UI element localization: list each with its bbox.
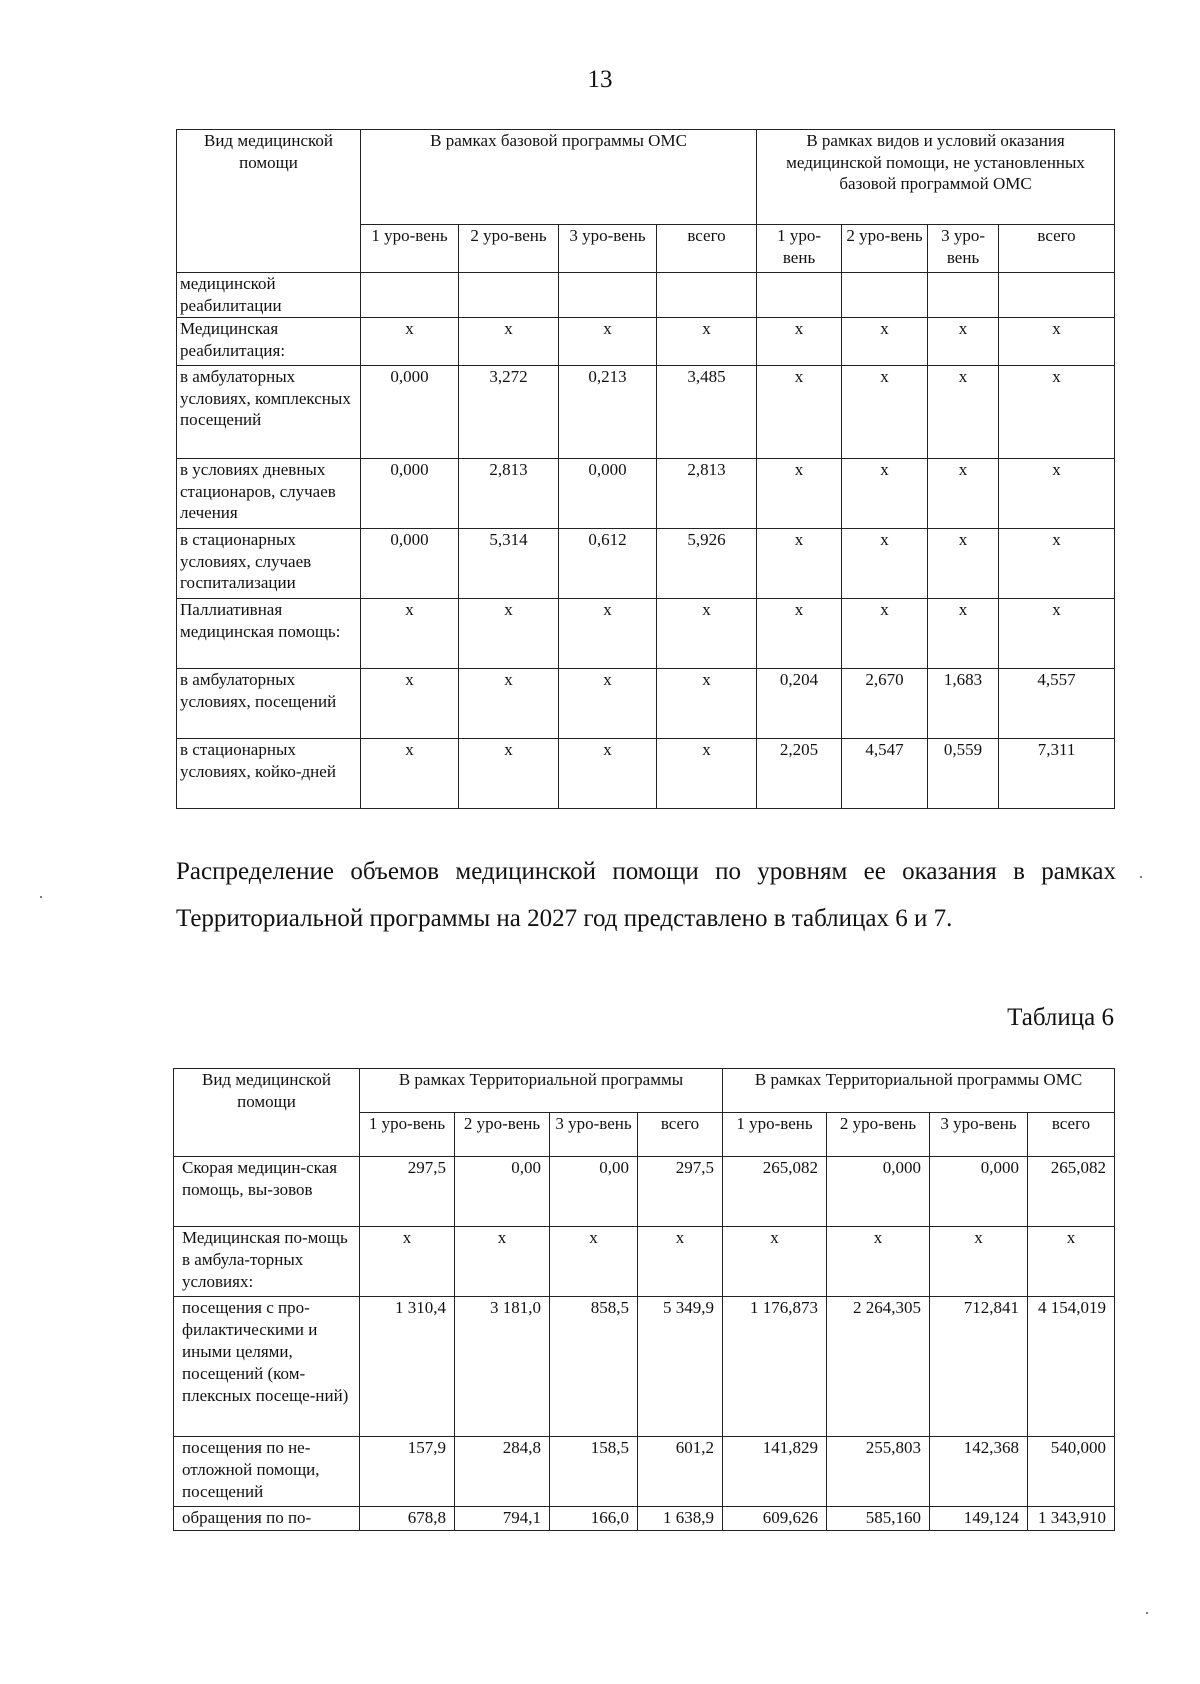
value-cell [559,273,657,318]
row-label: в стационарных условиях, случаев госпитализации [177,529,361,599]
value-cell: х [999,459,1115,529]
header-total: всего [657,225,757,273]
value-cell: х [361,739,459,809]
value-cell: 5,314 [459,529,559,599]
value-cell: х [559,739,657,809]
scan-speck [40,896,42,898]
value-cell: 284,8 [455,1437,550,1507]
header-level: 1 уро-вень [361,225,459,273]
value-cell: х [550,1227,638,1297]
value-cell: х [657,318,757,366]
value-cell: х [459,318,559,366]
value-cell: 2,813 [657,459,757,529]
header-kind: Вид медицинской помощи [174,1069,360,1157]
value-cell: 4 154,019 [1028,1297,1115,1437]
value-cell: х [928,366,999,459]
value-cell: х [999,366,1115,459]
value-cell: х [842,366,928,459]
value-cell: х [657,599,757,669]
row-label: в условиях дневных стационаров, случаев лечения [177,459,361,529]
value-cell: 858,5 [550,1297,638,1437]
value-cell: 678,8 [360,1507,455,1531]
table-row [177,739,1115,809]
value-cell: х [723,1227,827,1297]
header-group-territorial-oms: В рамках Территориальной программы ОМС [723,1069,1115,1113]
distribution-paragraph: Распределение объемов медицинской помощи по уровням ее оказания в рамках Территориальной программы на 2027 год представлено в таблицах 6 и 7. [176,858,1116,932]
value-cell: 1,683 [928,669,999,739]
value-cell: х [459,599,559,669]
value-cell: 0,000 [361,459,459,529]
header-total: всего [999,225,1115,273]
row-label: Скорая медицин-ская помощь, вы-зовов [174,1157,360,1227]
value-cell: х [1028,1227,1115,1297]
value-cell: 4,547 [842,739,928,809]
value-cell: 141,829 [723,1437,827,1507]
value-cell: х [657,739,757,809]
value-cell: 0,000 [559,459,657,529]
value-cell: х [827,1227,930,1297]
header-group-non-basic: В рамках видов и условий оказания медицинской помощи, не установленных базовой программой ОМС [757,130,1115,225]
value-cell: 0,000 [361,366,459,459]
value-cell: х [757,459,842,529]
table-row [177,529,1115,599]
value-cell: х [928,529,999,599]
table-row [177,599,1115,669]
value-cell: х [361,669,459,739]
value-cell: х [361,599,459,669]
value-cell: 0,000 [827,1157,930,1227]
row-label: посещения с про-филактическими и иными целями, посещений (ком-плексных посеще-ний) [174,1297,360,1437]
value-cell: 4,557 [999,669,1115,739]
value-cell: х [657,669,757,739]
value-cell [657,273,757,318]
row-label: в стационарных условиях, койко-дней [177,739,361,809]
value-cell: х [559,669,657,739]
scan-speck [1146,1612,1148,1614]
value-cell: 5,926 [657,529,757,599]
value-cell: х [361,318,459,366]
header-level: 3 уро-вень [559,225,657,273]
volume-table-bottom [173,1068,1115,1531]
table-row [177,273,1115,318]
header-level: 3 уро-вень [928,225,999,273]
value-cell: х [928,459,999,529]
row-label: Медицинская по-мощь в амбула-торных условиях: [174,1227,360,1297]
value-cell: 794,1 [455,1507,550,1531]
value-cell: 1 310,4 [360,1297,455,1437]
row-label: медицинской реабилитации [177,273,361,318]
value-cell [361,273,459,318]
header-group-basic-oms: В рамках базовой программы ОМС [361,130,757,225]
header-level: 3 уро-вень [930,1113,1028,1157]
value-cell: 2,205 [757,739,842,809]
value-cell: 2,813 [459,459,559,529]
row-label: в амбулаторных условиях, посещений [177,669,361,739]
value-cell: х [757,529,842,599]
value-cell [999,273,1115,318]
value-cell: 3,485 [657,366,757,459]
value-cell: 255,803 [827,1437,930,1507]
value-cell: 142,368 [930,1437,1028,1507]
table-row [174,1227,1115,1297]
table-row [174,1437,1115,1507]
value-cell [459,273,559,318]
value-cell: х [842,529,928,599]
row-label: обращения по по- [174,1507,360,1531]
value-cell: 0,000 [361,529,459,599]
header-group-territorial: В рамках Территориальной программы [360,1069,723,1113]
value-cell: х [459,739,559,809]
value-cell [757,273,842,318]
table-caption: Таблица 6 [1007,1004,1114,1031]
header-total: всего [638,1113,723,1157]
value-cell: х [757,318,842,366]
scan-speck [1140,876,1142,878]
value-cell: 0,000 [930,1157,1028,1227]
value-cell: х [930,1227,1028,1297]
value-cell: х [999,529,1115,599]
value-cell: х [999,599,1115,669]
header-level: 1 уро-вень [723,1113,827,1157]
table-row [177,366,1115,459]
row-label: посещения по не-отложной помощи, посещений [174,1437,360,1507]
value-cell: х [842,599,928,669]
value-cell: 609,626 [723,1507,827,1531]
row-label: Паллиативная медицинская помощь: [177,599,361,669]
value-cell: 149,124 [930,1507,1028,1531]
row-label: в амбулаторных условиях, комплексных посещений [177,366,361,459]
value-cell: 166,0 [550,1507,638,1531]
value-cell: 157,9 [360,1437,455,1507]
value-cell: х [999,318,1115,366]
value-cell: х [928,599,999,669]
header-level: 3 уро-вень [550,1113,638,1157]
value-cell: 2 264,305 [827,1297,930,1437]
value-cell: 2,670 [842,669,928,739]
value-cell: 585,160 [827,1507,930,1531]
value-cell: х [559,599,657,669]
value-cell: 265,082 [723,1157,827,1227]
table-row [177,459,1115,529]
table-row [174,1507,1115,1531]
page-number: 13 [587,66,613,93]
table-row [177,318,1115,366]
value-cell: 1 176,873 [723,1297,827,1437]
value-cell: 7,311 [999,739,1115,809]
header-level: 2 уро-вень [827,1113,930,1157]
value-cell: 1 638,9 [638,1507,723,1531]
value-cell [842,273,928,318]
value-cell: 540,000 [1028,1437,1115,1507]
value-cell: 712,841 [930,1297,1028,1437]
value-cell: х [638,1227,723,1297]
value-cell [928,273,999,318]
value-cell: 0,00 [550,1157,638,1227]
value-cell: х [757,366,842,459]
header-level: 2 уро-вень [455,1113,550,1157]
value-cell: 297,5 [638,1157,723,1227]
row-label: Медицинская реабилитация: [177,318,361,366]
value-cell: х [757,599,842,669]
value-cell: 0,204 [757,669,842,739]
value-cell: 5 349,9 [638,1297,723,1437]
header-level: 2 уро-вень [459,225,559,273]
value-cell: 3,272 [459,366,559,459]
value-cell: х [455,1227,550,1297]
value-cell: х [559,318,657,366]
value-cell: х [928,318,999,366]
value-cell: 158,5 [550,1437,638,1507]
value-cell: х [842,459,928,529]
table-row [174,1297,1115,1437]
volume-table-top [176,129,1115,809]
table-row [177,669,1115,739]
value-cell: 0,559 [928,739,999,809]
value-cell: 0,612 [559,529,657,599]
value-cell: 297,5 [360,1157,455,1227]
value-cell: х [842,318,928,366]
value-cell: 0,213 [559,366,657,459]
value-cell: 3 181,0 [455,1297,550,1437]
value-cell: х [459,669,559,739]
value-cell: 1 343,910 [1028,1507,1115,1531]
header-level: 2 уро-вень [842,225,928,273]
value-cell: 601,2 [638,1437,723,1507]
value-cell: х [360,1227,455,1297]
header-kind: Вид медицинской помощи [177,130,361,273]
value-cell: 0,00 [455,1157,550,1227]
header-total: всего [1028,1113,1115,1157]
header-level: 1 уро-вень [360,1113,455,1157]
table-row [174,1157,1115,1227]
value-cell: 265,082 [1028,1157,1115,1227]
header-level: 1 уро-вень [757,225,842,273]
